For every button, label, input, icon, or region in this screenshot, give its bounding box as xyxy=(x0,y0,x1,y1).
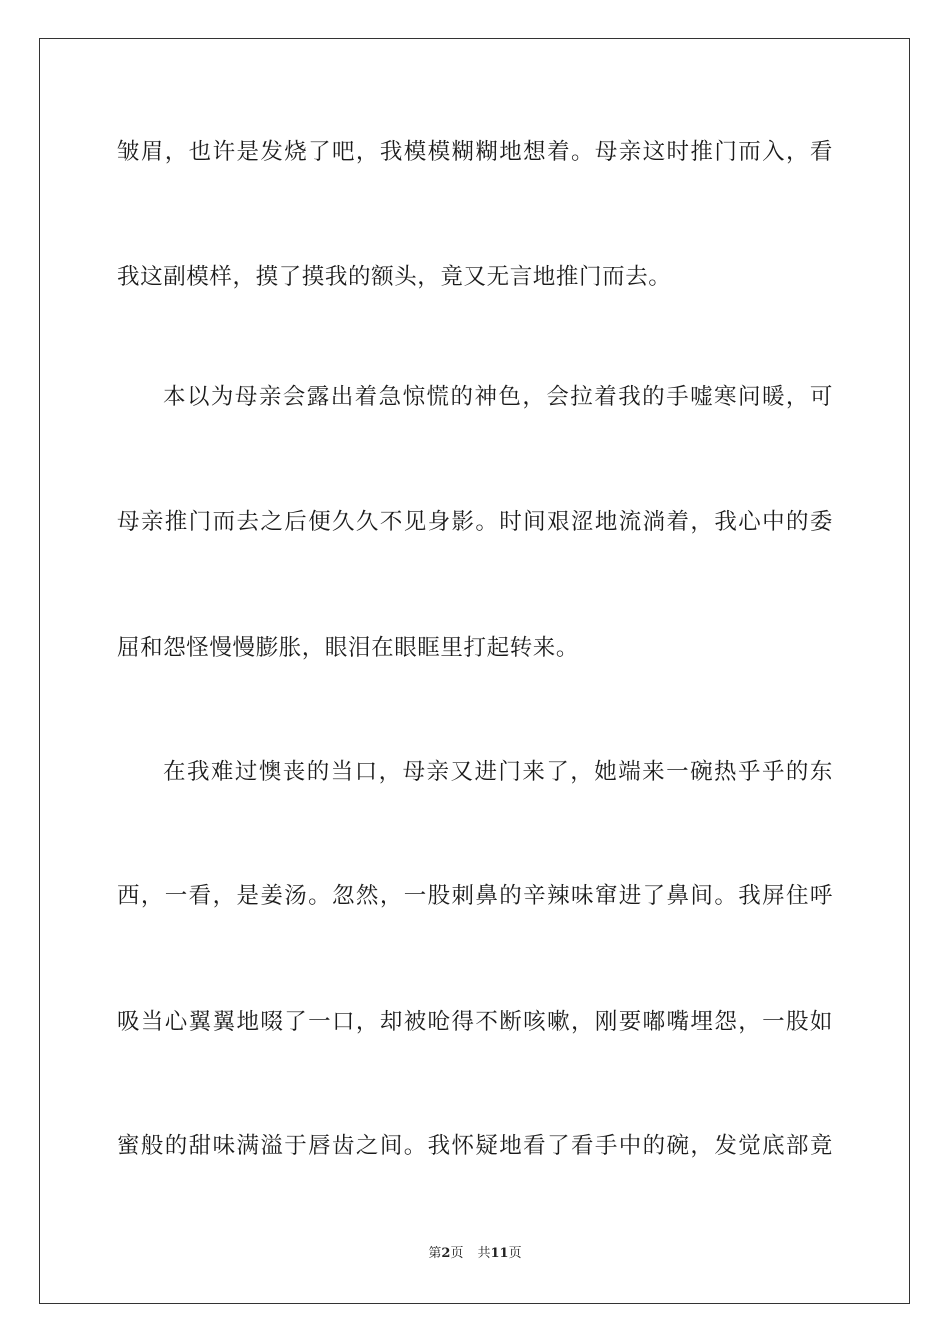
page-footer xyxy=(0,1245,950,1263)
text-line-7: 西，一看，是姜汤。忽然，一股刺鼻的辛辣味窜进了鼻间。我屏住呼 xyxy=(117,883,833,909)
page-border xyxy=(39,38,910,1304)
page-number: 2 xyxy=(441,1246,451,1261)
paragraph-start-line-6: 在我难过懊丧的当口，母亲又进门来了，她端来一碗热乎乎的东 xyxy=(163,759,833,785)
text-line-8: 吸当心翼翼地啜了一口，却被呛得不断咳嗽，刚要嘟嘴埋怨，一股如 xyxy=(117,1009,833,1035)
text-line-2: 我这副模样，摸了摸我的额头，竟又无言地推门而去。 xyxy=(117,264,672,290)
page-suffix: 页 xyxy=(450,1246,464,1261)
text-line-9: 蜜般的甜味满溢于唇齿之间。我怀疑地看了看手中的碗，发觉底部竟 xyxy=(117,1133,833,1159)
total-prefix: 共 xyxy=(477,1246,491,1261)
total-pages: 11 xyxy=(490,1246,509,1261)
text-line-4: 母亲推门而去之后便久久不见身影。时间艰涩地流淌着，我心中的委 xyxy=(117,509,833,535)
page-prefix: 第 xyxy=(428,1246,442,1261)
paragraph-start-line-3: 本以为母亲会露出着急惊慌的神色，会拉着我的手嘘寒问暖，可 xyxy=(163,384,833,410)
text-line-5: 屈和怨怪慢慢膨胀，眼泪在眼眶里打起转来。 xyxy=(117,635,580,661)
text-line-1: 皱眉，也许是发烧了吧，我模模糊糊地想着。母亲这时推门而入，看 xyxy=(117,139,833,165)
total-suffix: 页 xyxy=(508,1246,522,1261)
